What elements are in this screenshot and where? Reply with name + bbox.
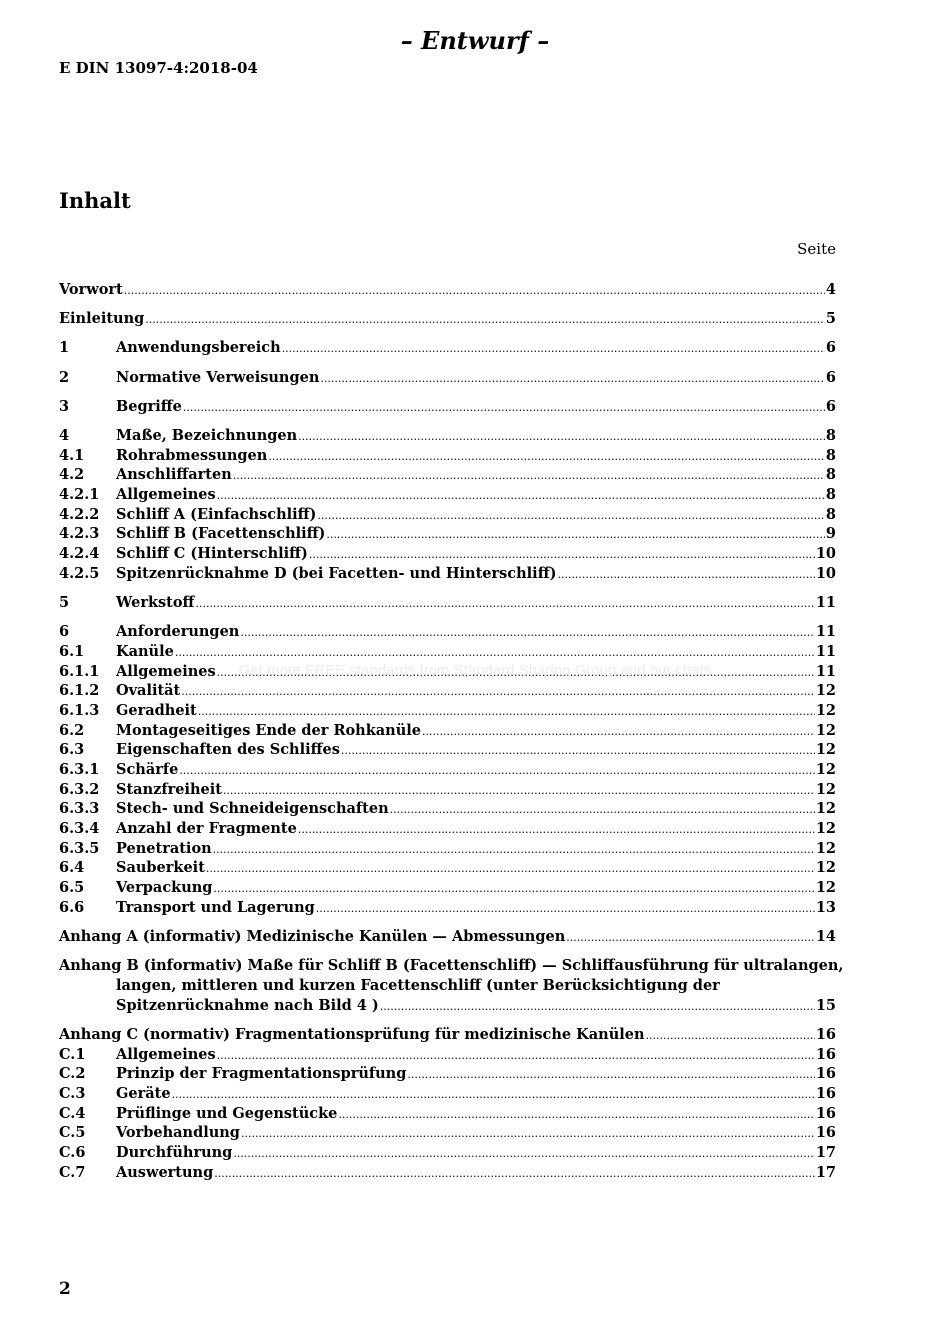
leader-dots — [338, 1105, 814, 1125]
toc-title: Schliff C (Hinterschliff) — [116, 545, 308, 563]
toc-number: 6.3.4 — [59, 820, 100, 837]
leader-dots — [380, 997, 815, 1017]
leader-dots — [213, 840, 815, 860]
toc-entry[interactable] — [59, 878, 836, 898]
toc-title: Verpackung — [116, 879, 213, 897]
toc-page-number: 17 — [815, 1163, 836, 1181]
toc-page-number: 12 — [815, 820, 836, 837]
toc-title: Penetration — [116, 839, 212, 857]
toc-title: Eigenschaften des Schliffes — [116, 741, 340, 759]
toc-entry[interactable] — [59, 1025, 836, 1045]
toc-number: 6.3.3 — [59, 800, 100, 818]
anhang-b-line-2: langen, mittleren und kurzen Facettenschliff (unter Berücksichtigung der — [116, 976, 720, 994]
toc-page-number: 16 — [815, 1026, 836, 1044]
toc-page-number: 12 — [815, 682, 836, 700]
toc-number: 4.2.3 — [59, 525, 100, 543]
toc-page-number: 8 — [825, 466, 836, 484]
toc-page-number: 12 — [815, 859, 836, 877]
toc-entry[interactable] — [59, 426, 836, 446]
leader-dots — [195, 594, 814, 614]
toc-number: C.4 — [59, 1104, 86, 1122]
toc-title: Geradheit — [116, 701, 197, 719]
toc-number: 6.6 — [59, 898, 85, 916]
toc-number: 4.2.4 — [59, 545, 100, 563]
leader-dots — [326, 525, 825, 545]
toc-entry-anhang-b[interactable] — [59, 956, 844, 1015]
toc-title: Rohrabmessungen — [116, 446, 268, 464]
toc-page-number: 12 — [815, 741, 836, 759]
leader-dots — [214, 1164, 815, 1184]
toc-title: Transport und Lagerung — [116, 898, 315, 916]
toc-entry[interactable] — [59, 368, 836, 388]
toc-title: Allgemeines — [116, 1045, 216, 1063]
toc-entry[interactable] — [59, 1123, 836, 1143]
toc-number: C.2 — [59, 1065, 86, 1083]
toc-page-number: 9 — [825, 525, 836, 543]
toc-title: Schliff A (Einfachschliff) — [116, 505, 317, 523]
toc-entry[interactable] — [59, 721, 836, 741]
toc-entry[interactable] — [59, 397, 836, 417]
leader-dots — [298, 820, 815, 840]
toc-number: 6.3.2 — [59, 780, 100, 798]
toc-title: Prüflinge und Gegenstücke — [116, 1104, 338, 1122]
toc-title: Allgemeines — [116, 662, 216, 680]
anhang-b-line-1: Anhang B (informativ) Maße für Schliff B (Facettenschliff) — Schliffausführung für ultralangen, — [59, 957, 844, 975]
toc-title: Allgemeines — [116, 486, 216, 503]
toc-page-number: 5 — [825, 310, 836, 328]
toc-page-number: 15 — [815, 996, 836, 1014]
toc-page-number: 6 — [825, 397, 836, 415]
leader-dots — [181, 682, 815, 702]
watermark: Get more FREE standards from Standard Sharing Group and our chats — [238, 662, 712, 679]
toc-page-number: 16 — [815, 1045, 836, 1063]
toc-title: Spitzenrücknahme D (bei Facetten- und Hinterschliff) — [116, 564, 557, 582]
toc-number: C.5 — [59, 1124, 86, 1142]
toc-number: 3 — [59, 397, 70, 415]
leader-dots — [145, 310, 825, 330]
toc-page-number: 12 — [815, 839, 836, 857]
toc-page-number: 16 — [815, 1104, 836, 1122]
toc-title: Sauberkeit — [116, 859, 205, 877]
toc-title: Einleitung — [59, 310, 145, 328]
leader-dots — [183, 398, 825, 418]
toc-page-number: 12 — [815, 780, 836, 798]
toc-page-number: 16 — [815, 1124, 836, 1142]
toc-entry[interactable] — [59, 446, 836, 466]
toc-title: Anhang C (normativ) Fragmentationsprüfung für medizinische Kanülen — [59, 1026, 645, 1044]
toc-title: Montageseitiges Ende der Rohkanüle — [116, 721, 421, 739]
toc-title: Schliff B (Facettenschliff) — [116, 525, 326, 543]
toc-page-number: 11 — [815, 642, 836, 660]
toc-page-number: 8 — [825, 446, 836, 464]
leader-dots — [341, 741, 815, 761]
toc-entry[interactable] — [59, 927, 836, 947]
toc-page-number: 12 — [815, 760, 836, 778]
toc-page-number: 14 — [815, 927, 836, 945]
leader-dots — [198, 702, 815, 722]
toc-title: Kanüle — [116, 642, 174, 660]
toc-entry[interactable] — [59, 1045, 836, 1065]
toc-number: 6.3.1 — [59, 760, 100, 778]
page-column-label: Seite — [797, 240, 836, 258]
toc-number: 4.1 — [59, 446, 85, 464]
toc-number: 6.3.5 — [59, 839, 100, 857]
toc-entry[interactable] — [59, 622, 836, 642]
toc-title: Anhang A (informativ) Medizinische Kanülen — Abmessungen — [59, 927, 566, 945]
toc-number: 6.1.2 — [59, 682, 100, 700]
toc-entry[interactable] — [59, 280, 836, 300]
toc-entry[interactable] — [59, 505, 836, 525]
toc-entry[interactable] — [59, 740, 836, 760]
toc-page-number: 12 — [815, 879, 836, 897]
toc-page-number: 10 — [815, 545, 836, 563]
table-of-contents — [59, 280, 844, 1183]
toc-number: 4.2.2 — [59, 505, 100, 523]
anhang-b-line-3: Spitzenrücknahme nach Bild 4 ) — [116, 996, 379, 1014]
toc-title: Vorbehandlung — [116, 1124, 240, 1142]
leader-dots — [317, 506, 825, 526]
leader-dots — [422, 722, 815, 742]
toc-title: Normative Verweisungen — [116, 368, 320, 386]
toc-entry[interactable] — [59, 701, 836, 721]
toc-entry[interactable] — [59, 780, 836, 800]
toc-page-number: 11 — [815, 623, 836, 641]
toc-title: Stech- und Schneideigenschaften — [116, 800, 389, 818]
toc-number: 2 — [59, 368, 70, 386]
toc-page-number: 12 — [815, 701, 836, 719]
toc-entry[interactable] — [59, 309, 836, 329]
leader-dots — [223, 781, 815, 801]
toc-number: C.7 — [59, 1163, 86, 1181]
toc-entry[interactable] — [59, 1163, 836, 1183]
toc-page-number: 11 — [815, 593, 836, 611]
toc-number: 6.1 — [59, 642, 85, 660]
toc-number: 6.3 — [59, 741, 85, 759]
toc-entry[interactable] — [59, 544, 836, 564]
leader-dots — [390, 800, 815, 820]
leader-dots — [646, 1026, 815, 1046]
toc-entry[interactable] — [59, 1064, 836, 1084]
toc-page-number: 10 — [815, 564, 836, 582]
toc-title: Geräte — [116, 1085, 171, 1103]
toc-number: 6 — [59, 623, 70, 641]
leader-dots — [268, 447, 825, 467]
toc-page-number: 8 — [825, 486, 836, 503]
leader-dots — [320, 369, 825, 389]
toc-entry[interactable] — [59, 819, 836, 839]
leader-dots — [217, 1046, 815, 1066]
draft-label: – Entwurf – — [400, 26, 550, 55]
toc-title: Prinzip der Fragmentationsprüfung — [116, 1065, 407, 1083]
leader-dots — [557, 565, 814, 585]
toc-number: 4.2.5 — [59, 564, 100, 582]
toc-page-number: 6 — [825, 339, 836, 357]
toc-title: Maße, Bezeichnungen — [116, 426, 298, 444]
leader-dots — [179, 761, 814, 781]
toc-entry[interactable] — [59, 485, 836, 505]
leader-dots — [407, 1065, 814, 1085]
toc-number: 6.1.1 — [59, 662, 100, 680]
toc-number: 6.5 — [59, 879, 85, 897]
toc-number: C.1 — [59, 1045, 86, 1063]
leader-dots — [316, 899, 815, 919]
toc-title: Anzahl der Fragmente — [116, 820, 297, 837]
page-number: 2 — [59, 1279, 71, 1299]
toc-number: C.3 — [59, 1085, 86, 1103]
toc-number: 4.2 — [59, 466, 85, 484]
leader-dots — [172, 1085, 815, 1105]
toc-title: Anwendungsbereich — [116, 339, 281, 357]
toc-title: Auswertung — [116, 1163, 214, 1181]
toc-entry[interactable] — [59, 681, 836, 701]
toc-entry[interactable] — [59, 839, 836, 859]
toc-number: 6.1.3 — [59, 701, 100, 719]
toc-number: 1 — [59, 339, 70, 357]
toc-entry[interactable] — [59, 760, 836, 780]
leader-dots — [233, 466, 825, 486]
toc-page-number: 12 — [815, 800, 836, 818]
toc-page-number: 17 — [815, 1144, 836, 1162]
toc-number: 6.2 — [59, 721, 85, 739]
toc-title: Durchführung — [116, 1144, 233, 1162]
toc-title: Anschliffarten — [116, 466, 232, 484]
leader-dots — [124, 281, 825, 301]
toc-entry[interactable] — [59, 524, 836, 544]
toc-entry[interactable] — [59, 1143, 836, 1163]
toc-page-number: 6 — [825, 368, 836, 386]
toc-title: Ovalität — [116, 682, 181, 700]
leader-dots — [213, 879, 814, 899]
toc-entry[interactable] — [59, 593, 836, 613]
toc-page-number: 8 — [825, 505, 836, 523]
toc-entry[interactable] — [59, 1084, 836, 1104]
leader-dots — [206, 859, 815, 879]
toc-title: Schärfe — [116, 760, 179, 778]
toc-page-number: 12 — [815, 721, 836, 739]
toc-title: Anforderungen — [116, 623, 240, 641]
leader-dots — [175, 643, 815, 663]
toc-page-number: 13 — [815, 898, 836, 916]
toc-entry[interactable] — [59, 799, 836, 819]
leader-dots — [298, 427, 825, 447]
toc-number: 4 — [59, 426, 70, 444]
leader-dots — [282, 339, 825, 359]
leader-dots — [309, 545, 815, 565]
toc-title: Begriffe — [116, 397, 182, 415]
document-id: E DIN 13097-4:2018-04 — [59, 59, 258, 77]
toc-number: 4.2.1 — [59, 486, 100, 503]
toc-entry[interactable] — [59, 338, 836, 358]
toc-entry[interactable] — [59, 564, 836, 584]
leader-dots — [240, 623, 814, 643]
leader-dots — [241, 1124, 815, 1144]
toc-entry[interactable] — [59, 642, 836, 662]
toc-entry[interactable] — [59, 1104, 836, 1124]
toc-heading: Inhalt — [59, 188, 131, 213]
toc-number: 6.4 — [59, 859, 85, 877]
leader-dots — [566, 928, 815, 948]
toc-page-number: 8 — [825, 426, 836, 444]
toc-page-number: 16 — [815, 1065, 836, 1083]
toc-number: 5 — [59, 593, 70, 611]
toc-entry[interactable] — [59, 898, 836, 918]
toc-number: C.6 — [59, 1144, 86, 1162]
leader-dots — [233, 1144, 815, 1164]
toc-title: Werkstoff — [116, 593, 195, 611]
toc-title: Vorwort — [59, 281, 123, 298]
toc-page-number: 4 — [825, 281, 836, 298]
toc-entry[interactable] — [59, 465, 836, 485]
leader-dots — [217, 486, 825, 506]
toc-entry[interactable] — [59, 858, 836, 878]
toc-title: Stanzfreiheit — [116, 780, 222, 798]
toc-page-number: 16 — [815, 1085, 836, 1103]
toc-page-number: 11 — [815, 662, 836, 680]
